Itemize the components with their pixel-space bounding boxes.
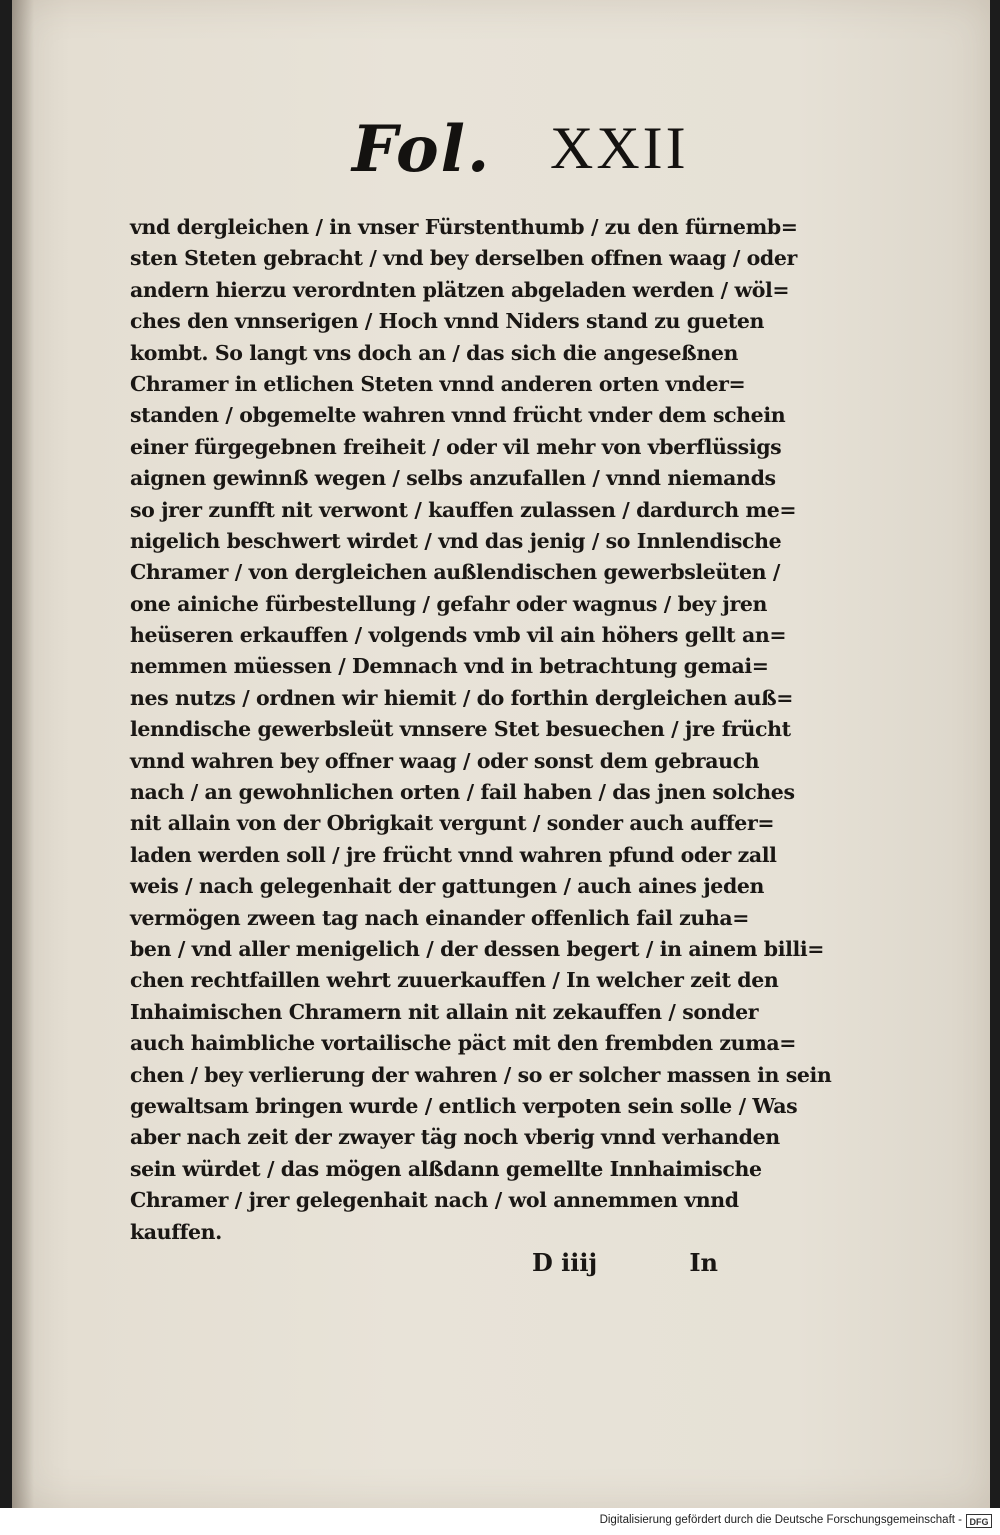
signature-mark: D iiij — [532, 1248, 598, 1277]
text-line: auch haimbliche vortailische päct mit den frembden zuma= — [130, 1031, 797, 1056]
text-line: one ainiche fürbestellung / gefahr oder wagnus / bey jren — [130, 591, 767, 616]
text-line: standen / obgemelte wahren vnnd frücht vnder dem schein — [130, 403, 786, 428]
text-line: lenndische gewerbsleüt vnnsere Stet besuechen / jre frücht — [130, 717, 791, 742]
fol-label: Fol. — [352, 112, 492, 187]
text-line: Chramer / jrer gelegenhait nach / wol annemmen vnnd — [130, 1188, 739, 1213]
text-line: vermögen zween tag nach einander offenlich fail zuha= — [130, 905, 750, 930]
text-line: Inhaimischen Chramern nit allain nit zekauffen / sonder — [130, 999, 759, 1024]
text-line: nit allain von der Obrigkait vergunt / sonder auch auffer= — [130, 811, 775, 836]
text-line: aber nach zeit der zwayer täg noch vberig vnnd verhanden — [130, 1125, 780, 1150]
text-line: nach / an gewohnlichen orten / fail haben / das jnen solches — [130, 780, 795, 805]
dfg-logo-icon: DFG — [966, 1514, 992, 1528]
text-line: gewaltsam bringen wurde / entlich verpoten sein solle / Was — [130, 1093, 798, 1118]
text-line: nes nutzs / ordnen wir hiemit / do forthin dergleichen auß= — [130, 685, 794, 710]
text-line: einer fürgegebnen freiheit / oder vil mehr von vberflüssigs — [130, 434, 782, 459]
text-line: nigelich beschwert wirdet / vnd das jenig / so Innlendische — [130, 528, 782, 553]
text-line: nemmen müessen / Demnach vnd in betrachtung gemai= — [130, 654, 769, 679]
text-line: vnd dergleichen / in vnser Fürstenthumb / zu den fürnemb= — [130, 215, 798, 239]
text-line: sein würdet / das mögen alßdann gemellte Innhaimische — [130, 1156, 762, 1181]
text-line: Chramer in etlichen Steten vnnd anderen orten vnder= — [130, 371, 746, 396]
catchword: In — [689, 1248, 718, 1277]
folio-number: XXII — [550, 115, 689, 181]
text-line: ben / vnd aller menigelich / der dessen begert / in ainem billi= — [130, 936, 825, 961]
text-line: heüseren erkauffen / volgends vmb vil ain höhers gellt an= — [130, 623, 787, 648]
footer-bar — [0, 1508, 1000, 1535]
book-page — [12, 0, 990, 1508]
text-line: vnnd wahren bey offner waag / oder sonst dem gebrauch — [130, 748, 760, 773]
text-line: so jrer zunfft nit verwont / kauffen zulassen / dardurch me= — [130, 497, 797, 522]
text-line: chen rechtfaillen wehrt zuuerkauffen / In welcher zeit den — [130, 968, 779, 993]
text-line: kombt. So langt vns doch an / das sich die angeseßnen — [130, 340, 738, 365]
text-line: andern hierzu verordnten plätzen abgeladen werden / wöl= — [130, 277, 790, 302]
text-line: ches den vnnserigen / Hoch vnnd Niders stand zu gueten — [130, 309, 765, 334]
text-line: aignen gewinnß wegen / selbs anzufallen / vnnd niemands — [130, 466, 776, 491]
page-bottom — [532, 1248, 722, 1288]
text-line: Chramer / von dergleichen außlendischen gewerbsleüten / — [130, 560, 780, 585]
footer-credit: Digitalisierung gefördert durch die Deutsche Forschungsgemeinschaft - — [599, 1514, 962, 1526]
text-line: kauffen. — [130, 1219, 222, 1244]
text-line: chen / bey verlierung der wahren / so er solcher massen in sein — [130, 1062, 832, 1087]
body-text — [130, 212, 832, 1248]
text-line: weis / nach gelegenhait der gattungen / auch aines jeden — [130, 874, 765, 899]
text-line: sten Steten gebracht / vnd bey derselben offnen waag / oder — [130, 246, 797, 271]
page-header — [352, 112, 732, 192]
text-line: laden werden soll / jre frücht vnnd wahren pfund oder zall — [130, 842, 777, 867]
